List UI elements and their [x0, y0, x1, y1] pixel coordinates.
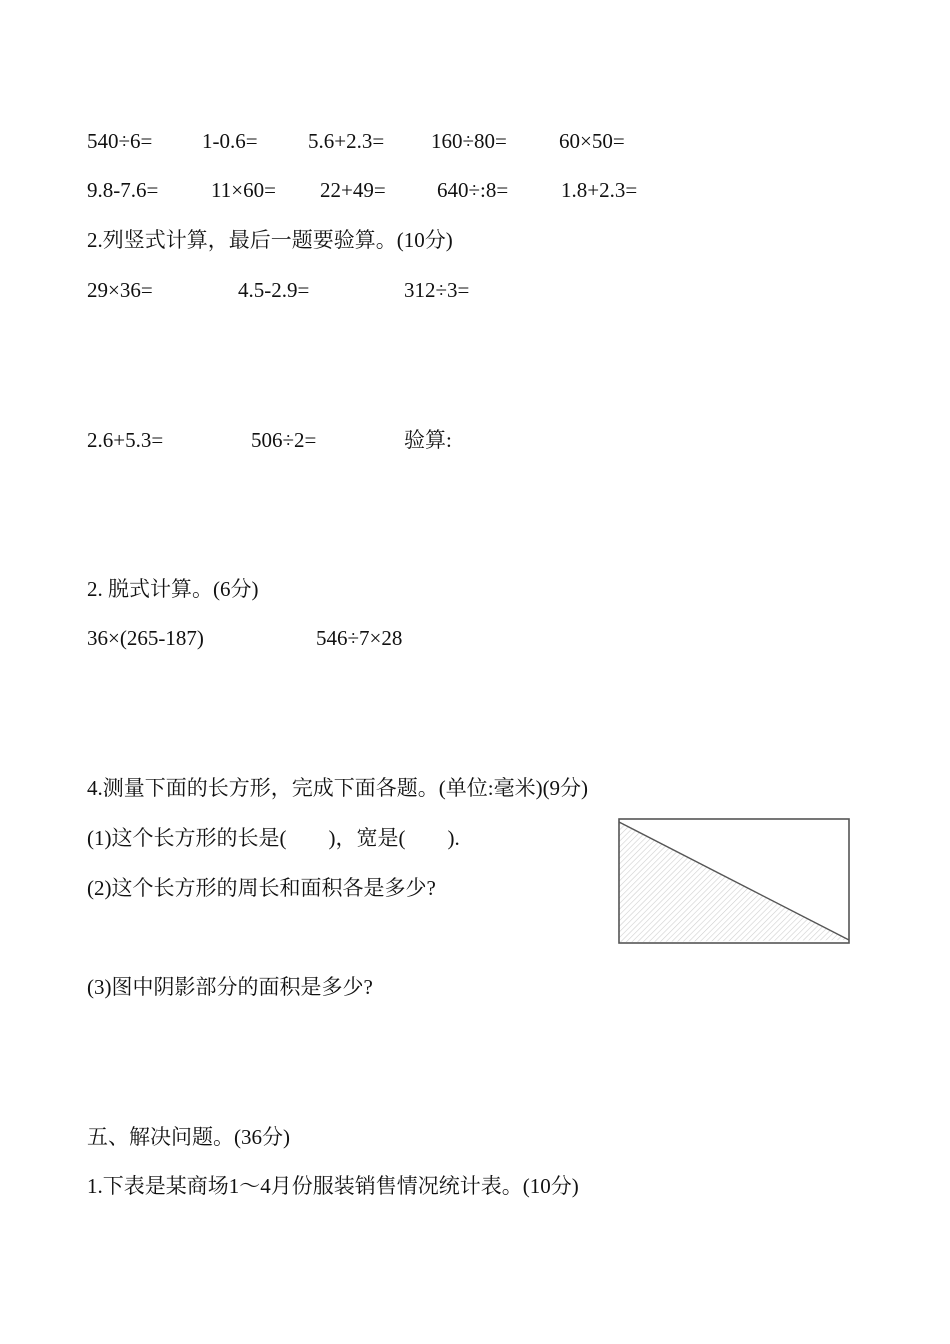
oral-calc-row-2	[0, 180, 950, 204]
measure-question-1: (1)这个长方形的长是( )，宽是( ).	[87, 826, 460, 850]
oral-calc-row-1	[0, 131, 950, 155]
measure-question-3: (3)图中阴影部分的面积是多少?	[87, 975, 373, 999]
vertical-calc-item: 312÷3=	[404, 278, 470, 302]
vertical-calc-row-1	[0, 280, 950, 304]
measure-question-2: (2)这个长方形的周长和面积各是多少?	[87, 876, 436, 900]
oral-item: 9.8-7.6=	[87, 178, 159, 202]
oral-item: 5.6+2.3=	[308, 129, 385, 153]
step-calc-row	[0, 628, 950, 652]
step-calc-item: 546÷7×28	[316, 626, 403, 650]
rectangle-figure	[616, 816, 852, 946]
section-title-step-calc: 2. 脱式计算。(6分)	[87, 577, 259, 601]
section-title-vertical-calc: 2.列竖式计算，最后一题要验算。(10分)	[87, 228, 453, 252]
verification-label: 验算:	[404, 428, 452, 452]
section-title-problems: 五、解决问题。(36分)	[87, 1125, 290, 1149]
problem-question-1: 1.下表是某商场1～4月份服装销售情况统计表。(10分)	[87, 1174, 579, 1198]
oral-item: 22+49=	[320, 178, 386, 202]
oral-item: 1-0.6=	[202, 129, 258, 153]
oral-item: 11×60=	[211, 178, 276, 202]
vertical-calc-row-2	[0, 430, 950, 454]
oral-item: 640÷:8=	[437, 178, 509, 202]
oral-item: 60×50=	[559, 129, 625, 153]
vertical-calc-item: 29×36=	[87, 278, 153, 302]
oral-item: 1.8+2.3=	[561, 178, 638, 202]
vertical-calc-item: 2.6+5.3=	[87, 428, 164, 452]
step-calc-item: 36×(265-187)	[87, 626, 204, 650]
oral-item: 540÷6=	[87, 129, 153, 153]
vertical-calc-item: 4.5-2.9=	[238, 278, 310, 302]
oral-item: 160÷80=	[431, 129, 507, 153]
section-title-measure: 4.测量下面的长方形，完成下面各题。(单位:毫米)(9分)	[87, 776, 589, 800]
vertical-calc-item: 506÷2=	[251, 428, 317, 452]
